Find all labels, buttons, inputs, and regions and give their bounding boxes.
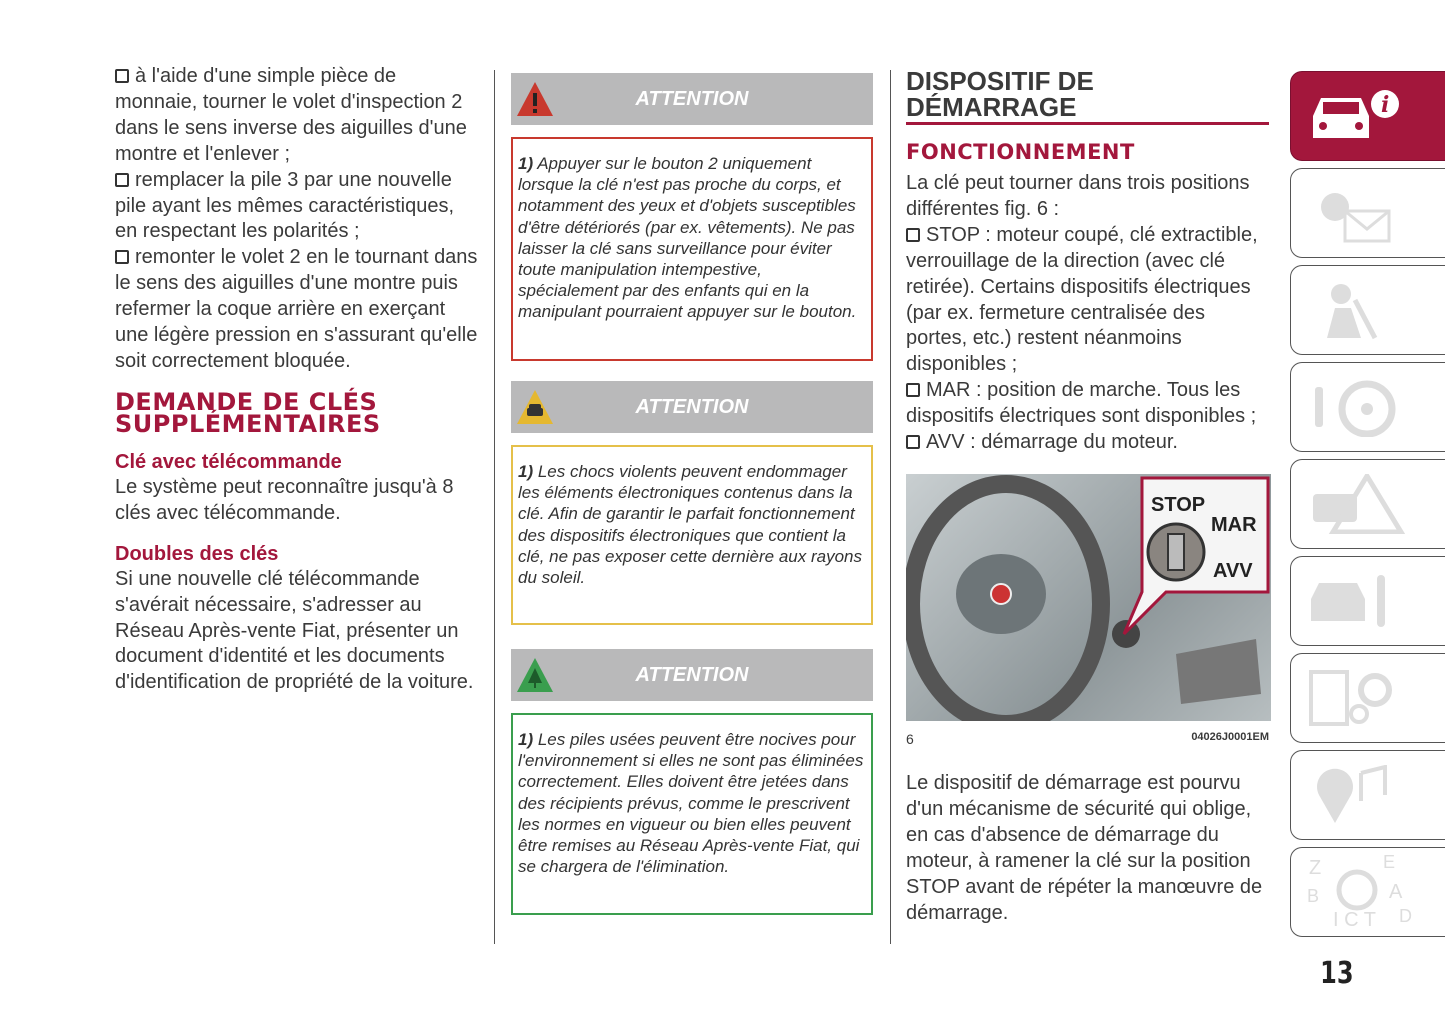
avv-label: AVV (1213, 559, 1253, 582)
svg-text:B: B (1307, 886, 1320, 906)
bullet-text: à l'aide d'une simple pièce de monnaie, tourner le volet d'inspection 2 dans le sens inverse des aiguilles d'une montre et l'enlever ; (115, 65, 467, 165)
warning-text: Les chocs violents peuvent endommager les éléments électroniques contenus dans la clé. Afin de garantir le parfait fonctionnement des dispositifs électroniques que contient la clé, ne pas exposer cette dernière aux rayons du soleil. (518, 462, 862, 588)
checkbox-bullet-icon (115, 173, 129, 187)
paragraph: Le système peut reconnaître jusqu'à 8 clés avec télécommande. (115, 475, 454, 524)
bullet-text: STOP : moteur coupé, clé extractible, verrouillage de la direction (avec clé retirée). Certains dispositifs électriques (par ex. fermeture centralisée des portes, etc.) restent néanmoins disponibles ; (906, 223, 1258, 376)
warning-header (511, 73, 873, 125)
maintenance-icon (1305, 571, 1405, 631)
warning-text: Les piles usées peuvent être nocives pour l'environnement si elles ne sont pas éliminées correctement. Elles doivent être jetées dans des récipients prévus, comme le prescrivent les normes en vigueur ou bien elles peuvent être remises au Réseau Après-vente Fiat, qui se chargera de l'élimination. (518, 730, 864, 877)
paragraph: Si une nouvelle clé télécommande s'avérait nécessaire, s'adresser au Réseau Après-vente Fiat, présenter un document d'identité et les documents d'identification de propriété de la voiture. (115, 567, 474, 694)
tab-lights-messages[interactable] (1290, 168, 1445, 258)
section-title: FONCTIONNEMENT (906, 140, 1135, 164)
right-column (906, 64, 1271, 926)
warning-title: ATTENTION (635, 396, 749, 418)
subsection-title: Doubles des clés (115, 542, 279, 565)
chapter-tabs (1290, 71, 1445, 944)
lights-messages-icon (1305, 183, 1405, 243)
warning-block (511, 649, 873, 915)
tab-emergency[interactable] (1290, 459, 1445, 549)
warning-body (511, 445, 873, 625)
tab-safety[interactable] (1290, 265, 1445, 355)
svg-text:A: A (1389, 881, 1403, 903)
tab-starting-driving[interactable] (1290, 362, 1445, 452)
bullet-item (906, 378, 1271, 430)
tab-maintenance[interactable] (1290, 556, 1445, 646)
bullet-item (906, 223, 1271, 378)
warning-body (511, 713, 873, 915)
starting-driving-icon (1305, 377, 1405, 437)
warning-header (511, 649, 873, 701)
multimedia-icon (1305, 765, 1405, 825)
tab-multimedia[interactable] (1290, 750, 1445, 840)
column-divider (494, 70, 495, 944)
paragraph: La clé peut tourner dans trois positions différentes fig. 6 : (906, 172, 1250, 220)
page-number: 13 (1320, 956, 1354, 991)
vehicle-warning-icon (515, 387, 555, 427)
stop-label: STOP (1151, 493, 1206, 516)
column-divider (890, 70, 891, 944)
bullet-item (115, 64, 480, 168)
bullet-item (115, 168, 480, 246)
left-column (115, 64, 480, 696)
figure-number: 6 (906, 730, 914, 747)
tab-vehicle-info[interactable] (1290, 71, 1445, 161)
checkbox-bullet-icon (906, 228, 920, 242)
warning-title: ATTENTION (635, 664, 749, 686)
figure-code: 04026J0001EM (1191, 730, 1269, 743)
note-number: 1) (518, 154, 534, 173)
index-icon (1305, 852, 1415, 932)
figure-caption (906, 731, 1271, 747)
warning-block (511, 381, 873, 625)
warning-block (511, 73, 873, 361)
checkbox-bullet-icon (115, 250, 129, 264)
environment-warning-icon (515, 655, 555, 695)
warning-body (511, 137, 873, 361)
svg-text:Z: Z (1309, 857, 1322, 879)
bullet-text: AVV : démarrage du moteur. (926, 431, 1178, 454)
page-title: DISPOSITIF DE DÉMARRAGE (906, 68, 1269, 125)
bullet-text: remplacer la pile 3 par une nouvelle pile ayant les mêmes caractéristiques, en respectant les polarités ; (115, 168, 455, 243)
technical-data-icon (1305, 668, 1405, 728)
tab-technical-data[interactable] (1290, 653, 1445, 743)
section-title: DEMANDE DE CLÉS SUPPLÉMENTAIRES (115, 387, 381, 438)
svg-text:D: D (1399, 906, 1412, 926)
svg-text:E: E (1383, 852, 1396, 872)
safety-icon (1305, 280, 1405, 340)
tab-index[interactable] (1290, 847, 1445, 937)
steering-wheel-illustration (906, 474, 1271, 721)
checkbox-bullet-icon (906, 383, 920, 397)
warning-title: ATTENTION (635, 88, 749, 110)
emergency-icon (1305, 474, 1405, 534)
ignition-figure (906, 474, 1271, 721)
checkbox-bullet-icon (115, 69, 129, 83)
svg-text:I C T: I C T (1333, 909, 1376, 931)
bullet-item (906, 430, 1271, 456)
warning-header (511, 381, 873, 433)
bullet-item (115, 245, 480, 375)
svg-text:i: i (1381, 92, 1390, 118)
paragraph: Le dispositif de démarrage est pourvu d'un mécanisme de sécurité qui oblige, en cas d'absence de démarrage du moteur, à ramener la clé sur la position STOP avant de répéter la manœuvre de démarrage. (906, 771, 1263, 924)
danger-warning-icon (515, 79, 555, 119)
mar-label: MAR (1211, 513, 1257, 536)
warnings-column (511, 73, 873, 915)
note-number: 1) (518, 730, 534, 749)
note-number: 1) (518, 462, 534, 481)
warning-text: Appuyer sur le bouton 2 uniquement lorsque la clé n'est pas proche du corps, et notamment des yeux et d'objets susceptibles d'être détériorés (par ex. vêtements). Ne pas laisser la clé sans surveillance pour éviter toute manipulation intempestive, spécialement par des enfants qui en la manipulant pourraient appuyer sur le bouton. (518, 154, 857, 322)
checkbox-bullet-icon (906, 435, 920, 449)
bullet-text: MAR : position de marche. Tous les dispositifs électriques sont disponibles ; (906, 379, 1257, 428)
bullet-text: remonter le volet 2 en le tournant dans le sens des aiguilles d'une montre puis refermer la coque arrière en exerçant une légère pression en s'assurant qu'elle soit correctement bloquée. (115, 246, 478, 372)
car-info-icon (1305, 86, 1405, 146)
subsection-title: Clé avec télécommande (115, 450, 342, 473)
